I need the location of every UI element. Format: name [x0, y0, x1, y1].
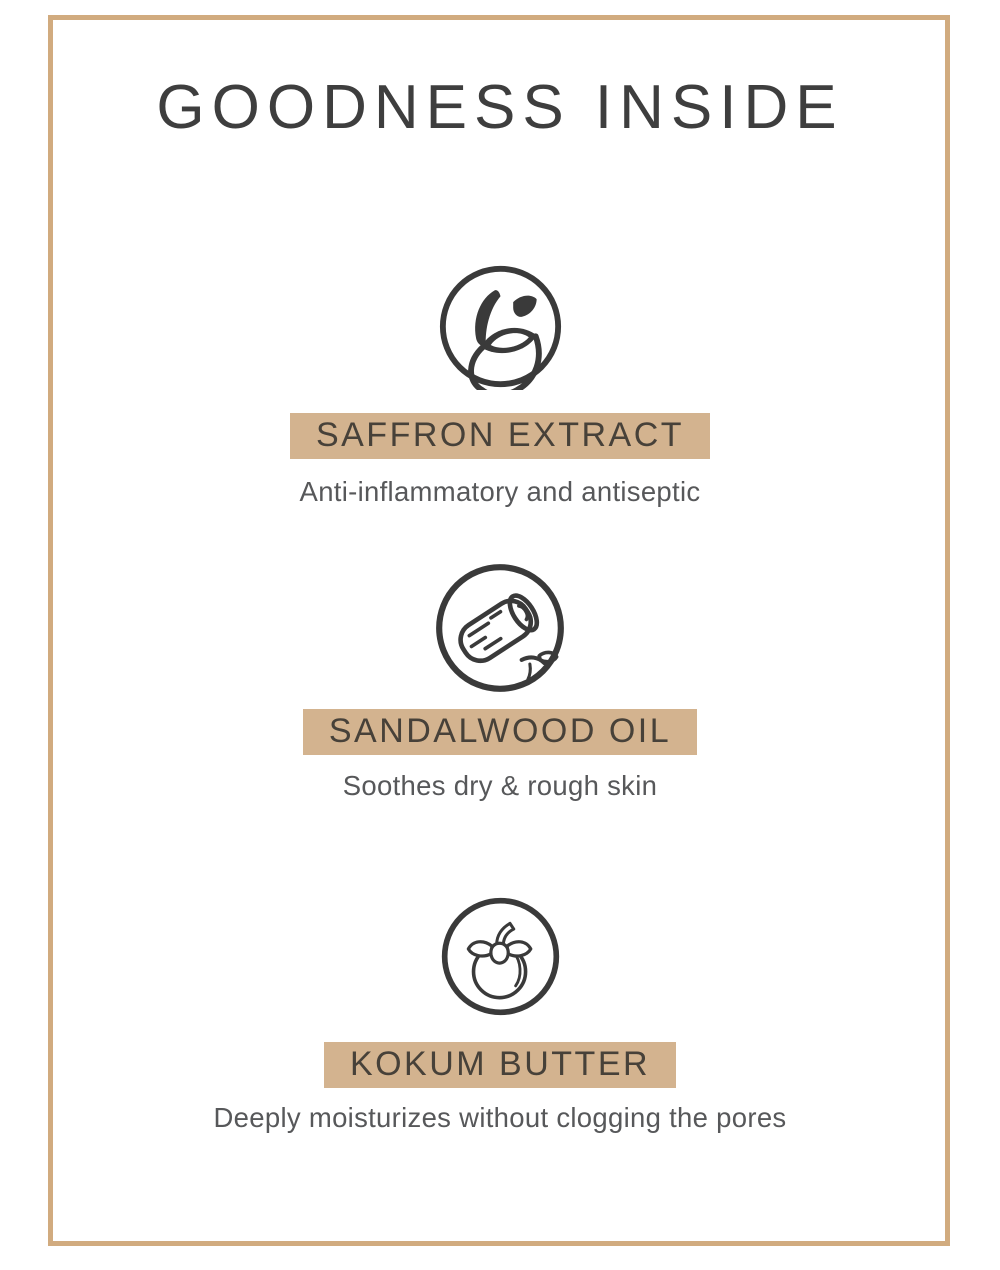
sandalwood-label-row — [0, 709, 1000, 755]
sandalwood-log-icon — [433, 561, 567, 695]
saffron-icon-row — [0, 263, 1000, 390]
kokum-fruit-icon — [439, 895, 562, 1018]
ingredient-label-banner: KOKUM BUTTER — [324, 1042, 676, 1088]
ingredient-description: Anti-inflammatory and antiseptic — [299, 476, 701, 507]
page-title: GOODNESS INSIDE — [156, 73, 844, 142]
kokum-label-row — [0, 1042, 1000, 1088]
ingredient-label-banner: SAFFRON EXTRACT — [290, 413, 710, 459]
saffron-label-row — [0, 413, 1000, 459]
ingredient-description: Deeply moisturizes without clogging the pores — [213, 1102, 787, 1133]
sandalwood-icon-row — [0, 561, 1000, 695]
ingredient-label-banner: SANDALWOOD OIL — [303, 709, 697, 755]
ingredient-description: Soothes dry & rough skin — [342, 770, 658, 801]
kokum-icon-row — [0, 895, 1000, 1018]
saffron-flower-icon — [437, 263, 564, 390]
